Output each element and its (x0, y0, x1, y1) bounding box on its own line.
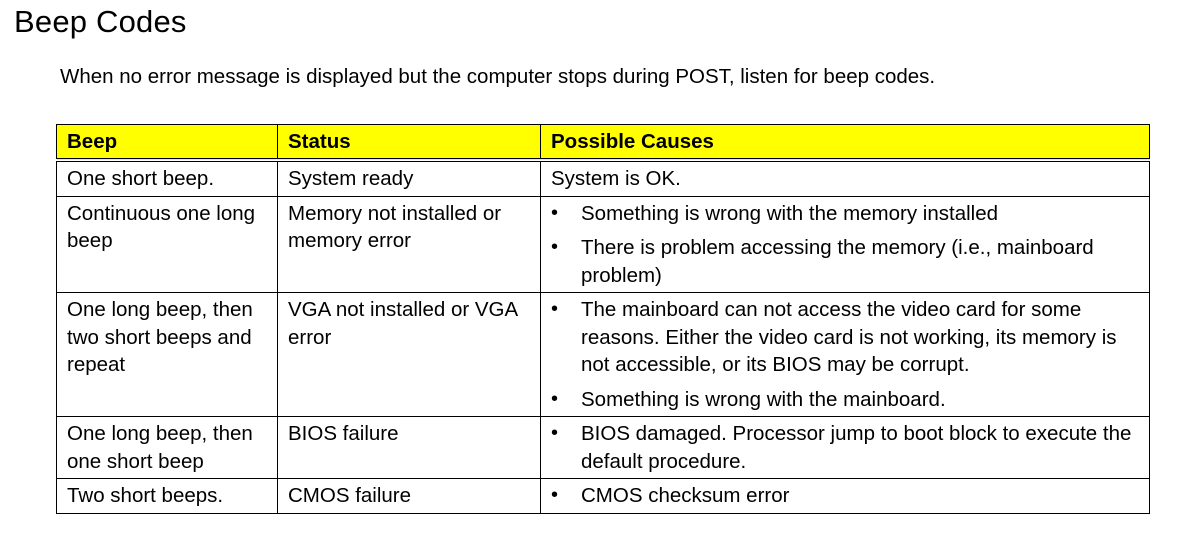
header-possible-causes: Possible Causes (541, 125, 1150, 161)
bullet-icon: • (551, 387, 559, 410)
page-title: Beep Codes (14, 4, 187, 39)
table-row (57, 417, 1150, 479)
bullet-icon: • (551, 422, 559, 444)
cause-item (551, 386, 1141, 414)
cause-text: The mainboard can not access the video card for some reasons. Either the video card is not working, its memory is not accessible, or its BIOS may be corrupt. (581, 298, 1117, 376)
cause-text: Something is wrong with the mainboard. (581, 387, 946, 411)
cause-text: Something is wrong with the memory installed (581, 201, 999, 225)
causes-cell (541, 479, 1150, 514)
causes-list (551, 420, 1141, 475)
status-cell: System ready (278, 160, 541, 196)
header-status: Status (278, 125, 541, 161)
status-cell: Memory not installed or memory error (278, 196, 541, 293)
intro-text: When no error message is displayed but the computer stops during POST, listen for beep codes. (60, 65, 936, 88)
table-row (57, 293, 1150, 417)
beep-cell: Continuous one long beep (57, 196, 278, 293)
cause-text: CMOS checksum error (581, 484, 790, 507)
cause-item (551, 482, 1141, 510)
causes-list (551, 482, 1141, 510)
header-beep: Beep (57, 125, 278, 161)
beep-cell: One long beep, then one short beep (57, 417, 278, 479)
status-cell: VGA not installed or VGA error (278, 293, 541, 417)
causes-cell (541, 417, 1150, 479)
bullet-icon: • (551, 236, 559, 258)
bullet-icon: • (551, 484, 559, 506)
beep-cell: One long beep, then two short beeps and repeat (57, 293, 278, 417)
beep-codes-table (56, 124, 1150, 514)
beep-cell: Two short beeps. (57, 479, 278, 514)
status-cell: BIOS failure (278, 417, 541, 479)
cause-text: There is problem accessing the memory (i.e., mainboard problem) (581, 236, 1094, 287)
cause-item (551, 200, 1141, 228)
cause-item (551, 234, 1141, 289)
table-row (57, 479, 1150, 514)
bullet-icon: • (551, 298, 559, 320)
table-header-row (57, 125, 1150, 161)
causes-cell (541, 293, 1150, 417)
status-cell: CMOS failure (278, 479, 541, 514)
cause-item (551, 296, 1141, 379)
cause-text: BIOS damaged. Processor jump to boot block to execute the default procedure. (581, 422, 1132, 473)
beep-cell: One short beep. (57, 160, 278, 196)
bullet-icon: • (551, 201, 559, 224)
causes-cell: System is OK. (541, 160, 1150, 196)
causes-list (551, 296, 1141, 413)
table-row (57, 196, 1150, 293)
table-row (57, 160, 1150, 196)
causes-cell (541, 196, 1150, 293)
cause-item (551, 420, 1141, 475)
causes-list (551, 200, 1141, 290)
